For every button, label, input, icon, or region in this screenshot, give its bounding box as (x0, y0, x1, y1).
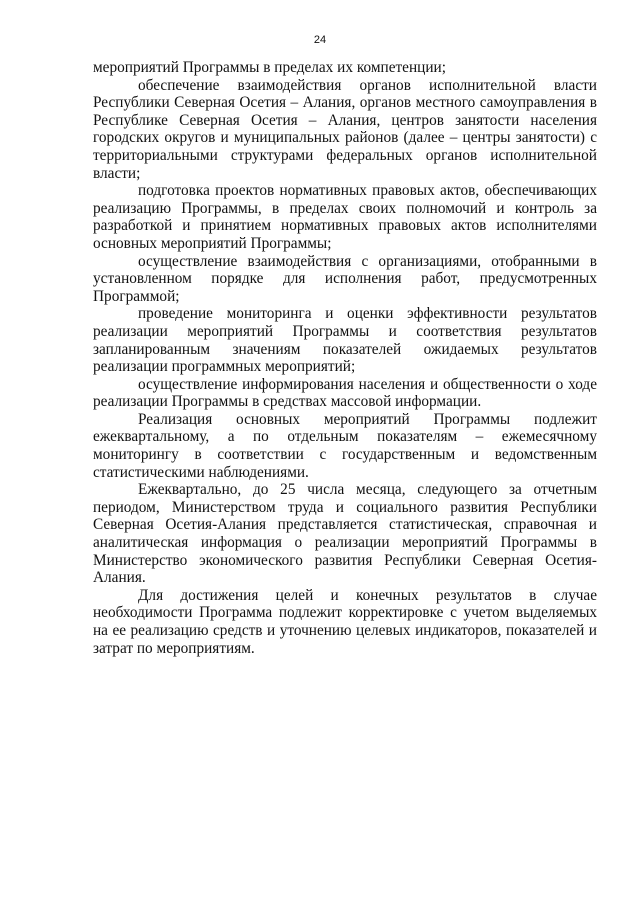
document-body (93, 59, 597, 657)
paragraph-quarterly-reporting: Ежеквартально, до 25 числа месяца, следующего за отчетным периодом, Министерством труда и социального развития Республики Северная Осетия-Алания представляется статистическая, справочная и аналитическая информация о реализации мероприятий Программы в Министерство экономического развития Республики Северная Осетия-Алания. (93, 481, 597, 587)
paragraph-continuation: мероприятий Программы в пределах их компетенции; (93, 59, 446, 76)
paragraph-legal-acts: подготовка проектов нормативных правовых актов, обеспечивающих реализацию Программы, в пределах своих полномочий и контроль за разработкой и принятием нормативных правовых актов исполнителями основных мероприятий Программы; (93, 182, 597, 252)
paragraph-informing: осуществление информирования населения и общественности о ходе реализации Программы в средствах массовой информации. (93, 375, 597, 411)
page-number: 24 (313, 34, 327, 46)
paragraph-program-adjustment: Для достижения целей и конечных результатов в случае необходимости Программа подлежит корректировке с учетом выделяемых на ее реализацию средств и уточнению целевых индикаторов, показателей и затрат по мероприятиям. (93, 586, 597, 657)
paragraph-interaction-authorities: обеспечение взаимодействия органов исполнительной власти Республики Северная Осетия – Алания, органов местного самоуправления в Республике Северная Осетия – Алания, центров занятости населения городских округов и муниципальных районов (далее – центры занятости) с территориальными структурами федеральных органов исполнительной власти; (93, 76, 597, 182)
paragraph-monitoring: проведение мониторинга и оценки эффективности результатов реализации мероприятий Программы и соответствия результатов запланированным значениям показателей ожидаемых результатов реализации программных мероприятий; (93, 305, 597, 376)
paragraph-quarterly-monitoring: Реализация основных мероприятий Программы подлежит ежеквартальному, а по отдельным показателям – ежемесячному мониторингу в соответствии с государственным и ведомственным статистическими наблюдениями. (93, 410, 597, 481)
paragraph-organizations: осуществление взаимодействия с организациями, отобранными в установленном порядке для исполнения работ, предусмотренных Программой; (93, 252, 597, 305)
